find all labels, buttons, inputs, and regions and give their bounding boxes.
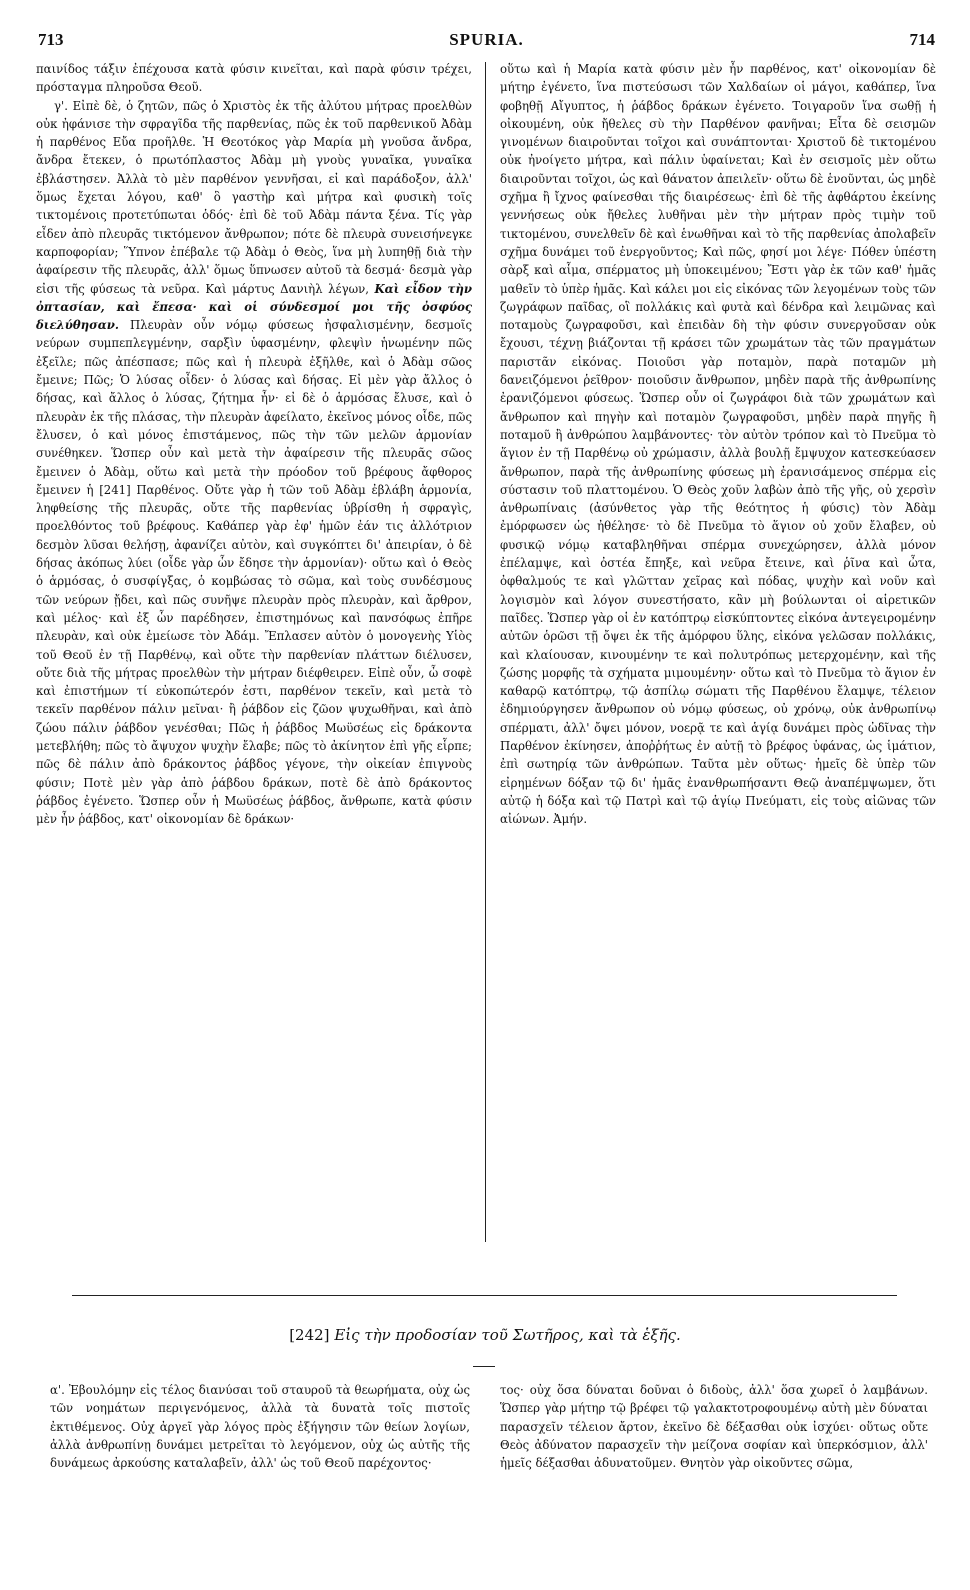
- page-number-left: 713: [38, 30, 64, 49]
- scripture-quote: Καὶ εἶδον τὴν ὀπτασίαν, καὶ ἔπεσα· καὶ οἱ σύνδεσμοί μοι τῆς ὀσφύος διελύθησαν.: [36, 281, 472, 333]
- right-paragraph-1: οὕτω καὶ ἡ Μαρία κατὰ φύσιν μὲν ἦν παρθένος, κατ' οἰκονομίαν δὲ μήτηρ ἐγένετο, ἵνα πιστεύσωσι τῶν Χαλδαίων οἱ μάγοι, καθάπερ, ἵνα φοβηθῇ Αἴγυπτος, ἡ ῥάβδος δράκων ἐγένετο. Τοιγαροῦν ἵνα σωθῇ ἡ οἰκουμένη, οὐκ ἤθελες σὺ τὴν Παρθένον φανῆναι; Εἶτα δὲ σεισμῶν γινομένων διαιροῦνται τοῖχοι καὶ συνάπτονται· Χριστοῦ δὲ τικτομένου οὐκ ἠνοίγετο μήτρα, καὶ πάλιν ὑφαίνεται; Καὶ ἐν σεισμοῖς μὲν οὕτω διαιροῦνται τοῖχοι, ὡς καὶ θάνατον ἀπειλεῖν· οὕτω δὲ ἑνοῦνται, ὡς μηδὲ σχῆμα ἢ ἴχνος φαίνεσθαι τῆς διαιρέσεως· ἐπὶ δὲ τῆς ἀφθάρτου ἐκείνης γεννήσεως οὐκ ἤθελες λυθῆναι μὲν τὴν μήτραν πρὸς τιμὴν τοῦ τικτομένου, συνελθεῖν δὲ καὶ ἑνωθῆναι καὶ τὸ τῆς παρθενίας ἀπολαβεῖν σχῆμα δυνάμει τοῦ ἐνεργοῦντος; Καὶ πῶς, φησί μοι λέγε· Πόθεν ὑπέστη σὰρξ καὶ αἷμα, σπέρματος μὴ ὑποκειμένου; Ἔστι γὰρ ἐκ τῶν καθ' ἡμᾶς μαθεῖν τὸ ὑπὲρ ἡμᾶς. Καὶ κάλει μοι εἰς εἰκόνας τῶν λεγομένων τοὺς τῶν ζωγράφων παῖδας, οἳ πολλάκις καὶ φυτὰ καὶ δένδρα καὶ λειμῶνας καὶ ποταμοὺς ζωγραφοῦσι, καὶ ἐπειδὰν δὴ τὴν φύσιν συνεργοῦσαν οὐκ ἔχουσι, τέχνῃ βιάζονται τῇ κράσει τῶν χρωμάτων τὰς τῶν πραγμάτων παριστᾶν εἰκόνας. Ποιοῦσι γὰρ ποταμὸν, παρὰ ποταμῶν μὴ δανειζόμενοι ῥεῖθρον· ποιοῦσιν ἄνθρωπον, μηδὲν παρὰ τῆς ἀνθρωπίνης ἐρανιζόμενοι φύσεως. Ὥσπερ οὖν οἱ ζωγράφοι διὰ τῶν χρωμάτων καὶ ἄνθρωπον καὶ πηγὴν καὶ ποταμὸν ζωγραφοῦσι, μηδὲν παρὰ πηγῆς ἢ ποταμοῦ ἢ ἀνθρώπου λαμβάνοντες· τὸν αὐτὸν τρόπον καὶ τὸ Πνεῦμα τὸ ἅγιον ἐν τῇ Παρθένῳ οὐ χρώμασιν, ἀλλὰ βουλῇ ἔμψυχον κατεσκεύασεν ἄνθρωπον, παρὰ τῆς ἀνθρωπίνης φύσεως μὴ ἐρανισάμενος σπέρμα εἰς σύστασιν τοῦ πλαττομένου. Ὁ Θεὸς χοῦν λαβὼν ἀπὸ τῆς γῆς, οὐ χερσὶν ἀνθρωπίναις (ἀσύνθετος γὰρ τῆς θεότητος ἡ φύσις) τὸν Ἀδὰμ ἐμόρφωσεν ὡς ἠθέλησε· τὸ δὲ Πνεῦμα τὸ ἅγιον οὐ χοῦν ἔλαβεν, οὐ φυσικῷ νόμῳ καταβληθῆναι σπέρμα συνεχώρησεν, ἀλλὰ μόνον ἐπέλαμψε, καὶ ὀστέα ἔπηξε, καὶ νεῦρα ἔτεινε, καὶ ῥῖνα καὶ ὦτα, ὀφθαλμούς τε καὶ γλῶτταν χεῖρας καὶ πόδας, ψυχὴν καὶ νοῦν καὶ λογισμὸν καὶ λόγον συνεστήσατο, κἂν μὴ βούλωνται οἱ αἱρετικῶν παῖδες. Ὥσπερ γὰρ οἱ ἐν κατόπτρῳ εἰσκύπτοντες εἰκόνα ἀντεγειρομένην αὐτῶν ὁρῶσι τῇ ὄψει ἐκ τῆς ἀμόρφου ὕλης, εἰκόνα γελῶσαν πολλάκις, καὶ κλαίουσαν, κινουμένην τε καὶ πολυτρόπως μετερχομένην, καὶ τῆς ζώσης μορφῆς τὰ σχήματα μιμουμένην· οὕτω καὶ τὸ Πνεῦμα τὸ ἅγιον ἐν καθαρῷ κατόπτρῳ, τῷ ἀσπίλῳ σώματι τῆς Παρθένου ἔλαμψε, τέλειον ἐδημιούργησεν ἄνθρωπον οὐ νόμῳ φύσεως, οὐ χρόνῳ, οὐκ ἀνθρωπίνῳ σπέρματι, ἀλλ' ὄψει μόνον, νοερᾷ τε καὶ ἁγίᾳ δυνάμει πρὸς ὠδῖνας τὴν Παρθένον ἐκίνησεν, ἀποῤῥήτως ἐν αὐτῇ τὸ βρέφος ὑφάνας, ὡς ἱμάτιον, ἐπὶ σωτηρίᾳ τῶν ἀνθρώπων. Ταῦτα μὲν οὕτως· ἡμεῖς δὲ ὑπὲρ τῶν εἰρημένων δόξαν τῷ δι' ἡμᾶς ἐνανθρωπήσαντι Θεῷ ἀναπέμψωμεν, ὅτι αὐτῷ ἡ δόξα καὶ τῷ Πατρὶ καὶ τῷ ἁγίῳ Πνεύματι, εἰς τοὺς αἰῶνας τῶν αἰώνων. Ἀμήν.: [500, 62, 936, 827]
- page-number-right: 714: [909, 30, 935, 49]
- left-column: [36, 60, 472, 1590]
- section-rule: [72, 1295, 897, 1296]
- bottom-left-column: [50, 1381, 470, 1531]
- column-divider: [485, 62, 486, 1242]
- running-title: SPURIA.: [449, 30, 524, 49]
- running-head: [38, 30, 935, 52]
- section-reference: [242]: [289, 1326, 330, 1344]
- heading-short-rule: [473, 1366, 495, 1367]
- bottom-left-paragraph: α'. Ἐβουλόμην εἰς τέλος διανύσαι τοῦ σταυροῦ τὰ θεωρήματα, οὐχ ὡς τῶν νοημάτων περιγενόμενος, ἀλλὰ τὰ δυνατὰ τοῖς πιστοῖς ἐκτιθέμενος. Οὐχ ἀργεῖ γὰρ λόγος πρὸς ἐξήγησιν τῶν θείων λογίων, ἀλλὰ ἀνθρωπίνῃ δυνάμει μετρεῖται τὸ λεγόμενον, οὐχ ὡς αὐτῆς τῆς δυνάμεως ἀρκούσης καταλαβεῖν, ἀλλ' ὡς τοῦ Θεοῦ παρέχοντος·: [50, 1383, 470, 1471]
- bottom-right-column: [500, 1381, 928, 1531]
- left-paragraph-1: παινίδος τάξιν ἐπέχουσα κατὰ φύσιν κινεῖται, καὶ παρὰ φύσιν τρέχει, πρόσταγμα πληροῦσα Θεοῦ.: [36, 62, 472, 95]
- section-heading: [0, 1326, 970, 1344]
- left-paragraph-2-text: γ'. Εἰπὲ δὲ, ὁ ζητῶν, πῶς ὁ Χριστὸς ἐκ τῆς ἀλύτου μήτρας προελθὼν οὐκ ἠφάνισε τὴν σφραγῖδα τῆς παρθενίας, πῶς ἐκ τοῦ παρθενικοῦ Ἀδὰμ ἡ παρθένος Εὔα προῆλθε. Ἡ Θεοτόκος γὰρ Μαρία μὴ γνοῦσα ἄνδρα, ἄνδρα ἔτεκεν, ὁ πρωτόπλαστος Ἀδὰμ μὴ γνοὺς γυναῖκα, γυναῖκα ἐβλάστησεν. Ἀλλὰ τὸ μὲν παρθένον γεννῆσαι, εἰ καὶ παράδοξον, ἀλλ' ὅμως ἔχεται λόγου, καθ' ὃ γαστὴρ καὶ μήτρα καὶ φυσικὴ τοῖς τικτομένοις προτετύπωται ὁδός· ἐπὶ δὲ τοῦ Ἀδὰμ πάντα ξένα. Τίς γὰρ εἶδεν ἀπὸ πλευρᾶς τικτόμενον ἄνθρωπον; πότε δὲ πλευρὰ συνεισήνεγκε καρποφορίαν; Ὕπνον ἐπέβαλε τῷ Ἀδὰμ ὁ Θεὸς, ἵνα μὴ λυπηθῇ διὰ τὴν ἀφαίρεσιν τῆς πλευρᾶς, ἀλλ' ὅμως ὕπνωσεν αὐτοῦ τὰ δεσμά· δεσμὰ γὰρ εἰσι τῆς φύσεως τὰ νεῦρα. Καὶ μάρτυς Δανιὴλ λέγων,: [36, 98, 472, 296]
- left-paragraph-2-continued: Πλευρὰν οὖν νόμῳ φύσεως ἠσφαλισμένην, δεσμοῖς νεύρων συμπεπλεγμένην, σαρξὶν ὑφασμένην, φλεψὶν ἡνωμένην πῶς ἐξεῖλε; πῶς ἀπέσπασε; πῶς καὶ ἡ πλευρὰ ἐξῆλθε, καὶ ὁ Ἀδὰμ σῶος ἔμεινε; Πῶς; Ὁ λύσας οἶδεν· ὁ λύσας καὶ δήσας. Εἰ μὲν γὰρ ἄλλος ὁ δήσας, καὶ ἄλλος ὁ λύσας, ζήτημα ἦν· εἰ δὲ ὁ ἁρμόσας ἔλυσε, καὶ ὁ πλευρὰν ἐκ τῆς πλάσας, τὴν πλευρὰν ἀφείλατο, ἐκεῖνος μόνος οἶδε, πῶς ἔλυσεν, ὁ καὶ μόνος ἐπιστάμενος, πῶς τὴν τῶν μελῶν ἁρμονίαν συνέθηκεν. Ὥσπερ οὖν καὶ μετὰ τὴν ἀφαίρεσιν τῆς πλευρᾶς σῶος ἔμεινεν ὁ Ἀδὰμ, οὕτω καὶ μετὰ τὴν πρόοδον τοῦ βρέφους ἄφθορος ἔμεινεν ἡ [241] Παρθένος. Οὔτε γὰρ ἡ τῶν τοῦ Ἀδὰμ ἐβλάβη ἁρμονία, ληφθείσης τῆς πλευρᾶς, οὔτε τῆς παρθενίας ὑβρίσθη ἡ σφραγὶς, προελθόντος τοῦ βρέφους. Καθάπερ γὰρ ἐφ' ἡμῶν ἐάν τις ἀλλότριον δεσμὸν λῦσαι θελήσῃ, ἀφανίζει αὐτὸν, καὶ συγκόπτει δι' ἀπειρίαν, ὁ δὲ δήσας ἀκόπως λύει (οἶδε γὰρ ὧν ἔδησε τὴν ἁρμονίαν)· οὕτω καὶ ὁ Θεὸς ὁ ἁρμόσας, ὁ συσφίγξας, ὁ κομβώσας τὸ σῶμα, καὶ τοὺς συνδέσμους τῶν νεύρων ᾔδει, καὶ πῶς συνῆψε πλευρὰν πρὸς πλευρὰν, καὶ ἄρθρον, καὶ μέλος· καὶ ἐξ ὧν παρέδησεν, ἐπιστημόνως καὶ πανσόφως ἐπῆρε πλευρὰν, καὶ οὐκ ἐμείωσε τὸν Ἀδάμ. Ἔπλασεν αὐτὸν ὁ μονογενὴς Υἱὸς τοῦ Θεοῦ ἐν τῇ Παρθένῳ, καὶ οὔτε τὴν παρθενίαν πλάττων διέλυσεν, οὔτε διὰ τῆς μήτρας προελθὼν τὴν μήτραν διέφθειρεν. Εἰπὲ οὖν, ὦ σοφὲ καὶ ἐπιστήμων τί εὐκοπώτερόν ἐστι, παρθένον τεκεῖν, καὶ μετὰ τὸ τεκεῖν παρθένον πάλιν μεῖναι· ἢ ῥάβδον εἰς ζῶον ψυχωθῆναι, καὶ ἀπὸ ζώου πάλιν ῥάβδον γενέσθαι; Πῶς ἡ ῥάβδος Μωϋσέως εἰς δράκοντα μετεβλήθη; πῶς τὸ ἄψυχον ψυχὴν ἔλαβε; πῶς τὸ ἀκίνητον ἐπὶ γῆς εἷρπε; πῶς δὲ πάλιν ἀπὸ δράκοντος ῥάβδος γέγονε, τὴν οἰκείαν ἐπιγνοὺς φύσιν; Ποτὲ μὲν γὰρ ἀπὸ ῥάβδου δράκων, ποτὲ δὲ ἀπὸ δράκοντος ῥάβδος ἐγένετο. Ὥσπερ οὖν ἡ Μωϋσέως ῥάβδος, ἄνθρωπε, κατὰ φύσιν μὲν ἦν ῥάβδος, κατ' οἰκονομίαν δὲ δράκων·: [36, 318, 472, 827]
- section-title: Εἰς τὴν προδοσίαν τοῦ Σωτῆρος, καὶ τὰ ἑξῆς.: [334, 1326, 681, 1344]
- left-paragraph-2: [36, 97, 472, 829]
- bottom-right-paragraph: τος· οὐχ ὅσα δύναται δοῦναι ὁ διδοὺς, ἀλλ' ὅσα χωρεῖ ὁ λαμβάνων. Ὥσπερ γὰρ μήτηρ τῷ βρέφει τῷ γαλακτοτροφουμένῳ αὐτὴ μὲν δύναται παρασχεῖν τέλειον ἄρτον, ἐκεῖνο δὲ δέξασθαι οὐκ ἰσχύει· οὕτως οὔτε Θεὸς ἀδύνατον παρασχεῖν τὴν μείζονα σοφίαν καὶ ὑπερκόσμιον, ἀλλ' ἡμεῖς δέξασθαι ἀδυνατοῦμεν. Θνητὸν γὰρ οἰκοῦντες σῶμα,: [500, 1383, 928, 1471]
- right-column: [500, 60, 936, 1590]
